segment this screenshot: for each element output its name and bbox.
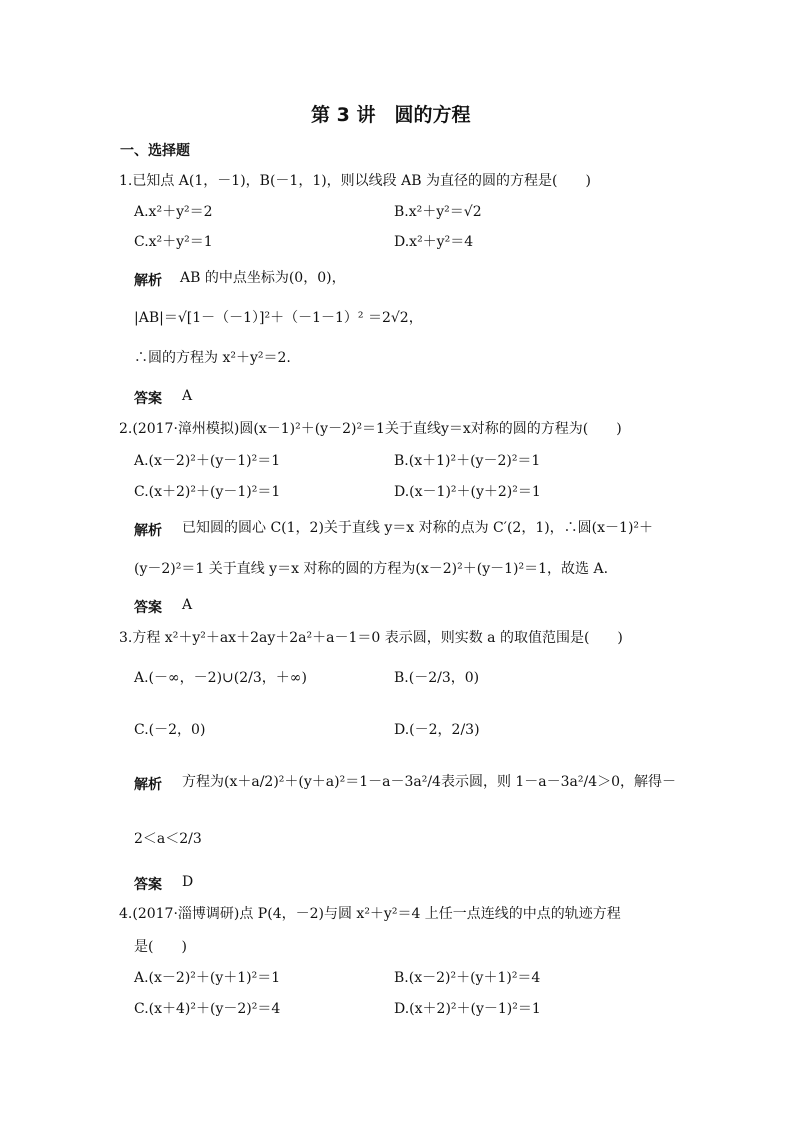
q1-option-c: C.x²＋y²＝1 [134,234,213,250]
q2-answer-label: 答案 [134,600,162,616]
q3-option-d: D.(－2，2/3) [394,722,480,738]
q3-option-c: C.(－2，0) [134,722,206,738]
q1-analysis-label: 解析 [134,273,162,289]
q4-stem-continued: 是( ) [134,939,187,955]
q2-option-a: A.(x－2)²＋(y－1)²＝1 [134,453,281,469]
q2-option-d: D.(x－1)²＋(y＋2)²＝1 [394,484,541,500]
q3-analysis-line-2: 2＜a＜2/3 [134,831,202,847]
page-title: 第 3 讲 圆的方程 [311,104,471,126]
q3-stem: 3.方程 x²＋y²＋ax＋2ay＋2a²＋a－1＝0 表示圆，则实数 a 的取值范围是( ) [119,630,623,646]
q4-option-b: B.(x－2)²＋(y＋1)²＝4 [394,970,541,986]
q3-analysis-label: 解析 [134,777,162,793]
q2-analysis-line-2: (y－2)²＝1 关于直线 y＝x 对称的圆的方程为(x－2)²＋(y－1)²＝1，故选 A. [134,561,609,577]
q2-answer: A [182,597,193,613]
q1-analysis-line-1: AB 的中点坐标为(0，0)， [180,270,346,286]
q1-option-d: D.x²＋y²＝4 [394,234,474,250]
q2-stem: 2.(2017·漳州模拟)圆(x－1)²＋(y－2)²＝1关于直线y＝x对称的圆的方程为( ) [119,421,622,437]
q4-option-c: C.(x＋4)²＋(y－2)²＝4 [134,1001,281,1017]
q2-option-c: C.(x＋2)²＋(y－1)²＝1 [134,484,281,500]
q1-answer-label: 答案 [134,391,162,407]
q3-answer: D [182,874,194,890]
q3-answer-label: 答案 [134,877,162,893]
q3-analysis-line-1: 方程为(x＋a/2)²＋(y＋a)²＝1－a－3a²/4表示圆，则 1－a－3a²/4＞0，解得－ [182,774,677,790]
q3-option-a: A.(－∞，－2)∪(2/3，＋∞) [134,670,307,686]
q1-analysis-line-3: ∴圆的方程为 x²＋y²＝2. [134,350,291,366]
q1-option-a: A.x²＋y²＝2 [134,204,213,220]
q2-analysis-line-1: 已知圆的圆心 C(1，2)关于直线 y＝x 对称的点为 C′(2，1)，∴圆(x－1)²＋ [182,520,654,536]
section-heading: 一、选择题 [120,143,190,159]
q4-option-d: D.(x＋2)²＋(y－1)²＝1 [394,1001,541,1017]
q1-option-b: B.x²＋y²＝√2 [394,204,482,220]
q2-analysis-label: 解析 [134,523,162,539]
q4-stem: 4.(2017·淄博调研)点 P(4，－2)与圆 x²＋y²＝4 上任一点连线的中点的轨迹方程 [119,906,621,922]
q3-option-b: B.(－2/3，0) [394,670,480,686]
q2-option-b: B.(x＋1)²＋(y－2)²＝1 [394,453,541,469]
q1-analysis-line-2: |AB|＝√[1－（－1）]²＋（－1－1）² ＝2√2， [134,310,423,326]
q4-option-a: A.(x－2)²＋(y＋1)²＝1 [134,970,281,986]
q1-answer: A [182,388,193,404]
q1-stem: 1.已知点 A(1，－1)，B(－1，1)，则以线段 AB 为直径的圆的方程是( ) [119,173,591,189]
